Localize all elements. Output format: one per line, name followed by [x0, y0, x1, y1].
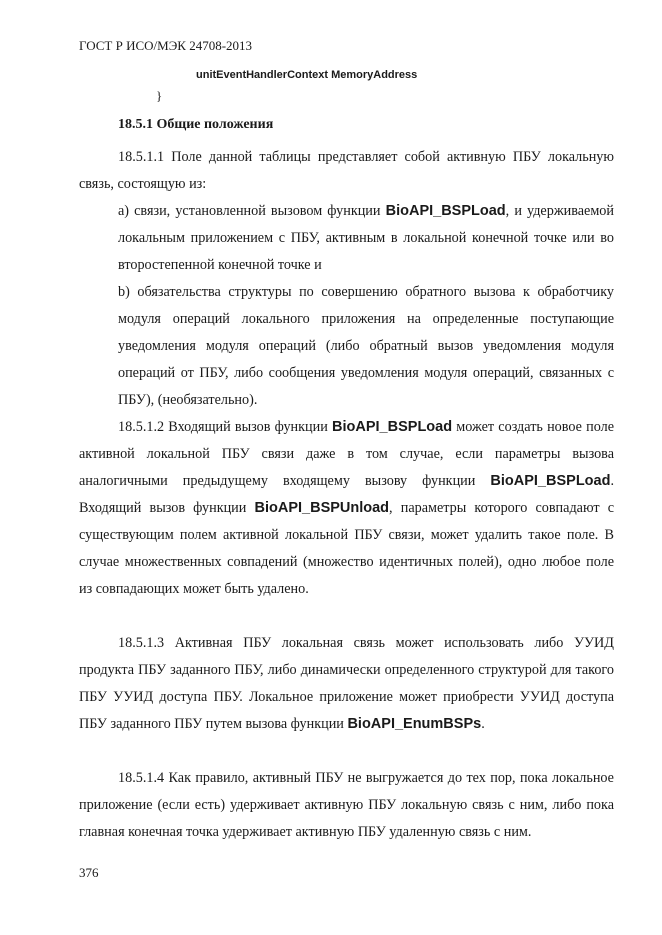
function-name: BioAPI_BSPUnload: [254, 500, 390, 516]
paragraph-18-5-1-1: 18.5.1.1 Поле данной таблицы представляет собой активную ПБУ локальную связь, состоящую из:: [79, 149, 614, 192]
paragraph-18-5-1-2: [79, 414, 614, 603]
code-closing-brace: }: [156, 88, 163, 103]
list-item-a-text: a) связи, установленной вызовом функции: [118, 203, 386, 219]
function-name: BioAPI_EnumBSPs: [347, 716, 482, 732]
section-heading: 18.5.1 Общие положения: [118, 117, 274, 132]
paragraph-text: может создать новое поле активной локальной ПБУ связи даже в том случае, если параметры вызова аналогичными предыдущему входящему вызову функции: [79, 419, 614, 489]
code-line: unitEventHandlerContext MemoryAddress: [196, 69, 418, 81]
paragraph-text: 18.5.1.2 Входящий вызов функции: [118, 419, 333, 435]
list-item-a: [118, 198, 614, 279]
function-name: BioAPI_BSPLoad: [385, 203, 506, 219]
paragraph-text: .: [481, 716, 485, 732]
document-header: ГОСТ Р ИСО/МЭК 24708-2013: [79, 38, 253, 53]
page-number: 376: [79, 865, 99, 880]
paragraph-text: . Входящий вызов функции: [79, 473, 614, 516]
function-name: BioAPI_BSPLoad: [332, 419, 453, 435]
paragraph-18-5-1-4: 18.5.1.4 Как правило, активный ПБУ не выгружается до тех пор, пока локальное приложение (если есть) удерживает активную ПБУ локальную связь с ним, либо пока главная конечная точка удерживает активную ПБУ удаленную связь с ним.: [79, 770, 614, 840]
list-item-a-text: , и удерживаемой локальным приложением с ПБУ, активным в локальной конечной точке или во второстепенной конечной точке и: [118, 203, 614, 273]
list-item-b: b) обязательства структуры по совершению обратного вызова к обработчику модуля операций локального приложения на определенные поступающие уведомления модуля операций (либо обратный вызов уведомления модуля операций от ПБУ, либо сообщения уведомления модуля операций, связанных с ПБУ), (необязательно).: [118, 284, 614, 408]
paragraph-text: , параметры которого совпадают с существующим полем активной локальной ПБУ связи, может удалить такое поле. В случае множественных совпадений (множество идентичных полей), одно любое поле из совпадающих может быть удалено.: [79, 500, 615, 597]
function-name: BioAPI_BSPLoad: [490, 473, 611, 489]
paragraph-18-5-1-3: [79, 630, 614, 738]
paragraph-text: 18.5.1.3 Активная ПБУ локальная связь может использовать либо УУИД продукта ПБУ заданного ПБУ, либо динамически определенного структурой для такого ПБУ УУИД доступа ПБУ. Локальное приложение может приобрести УУИД доступа ПБУ заданного ПБУ путем вызова функции: [79, 635, 614, 732]
